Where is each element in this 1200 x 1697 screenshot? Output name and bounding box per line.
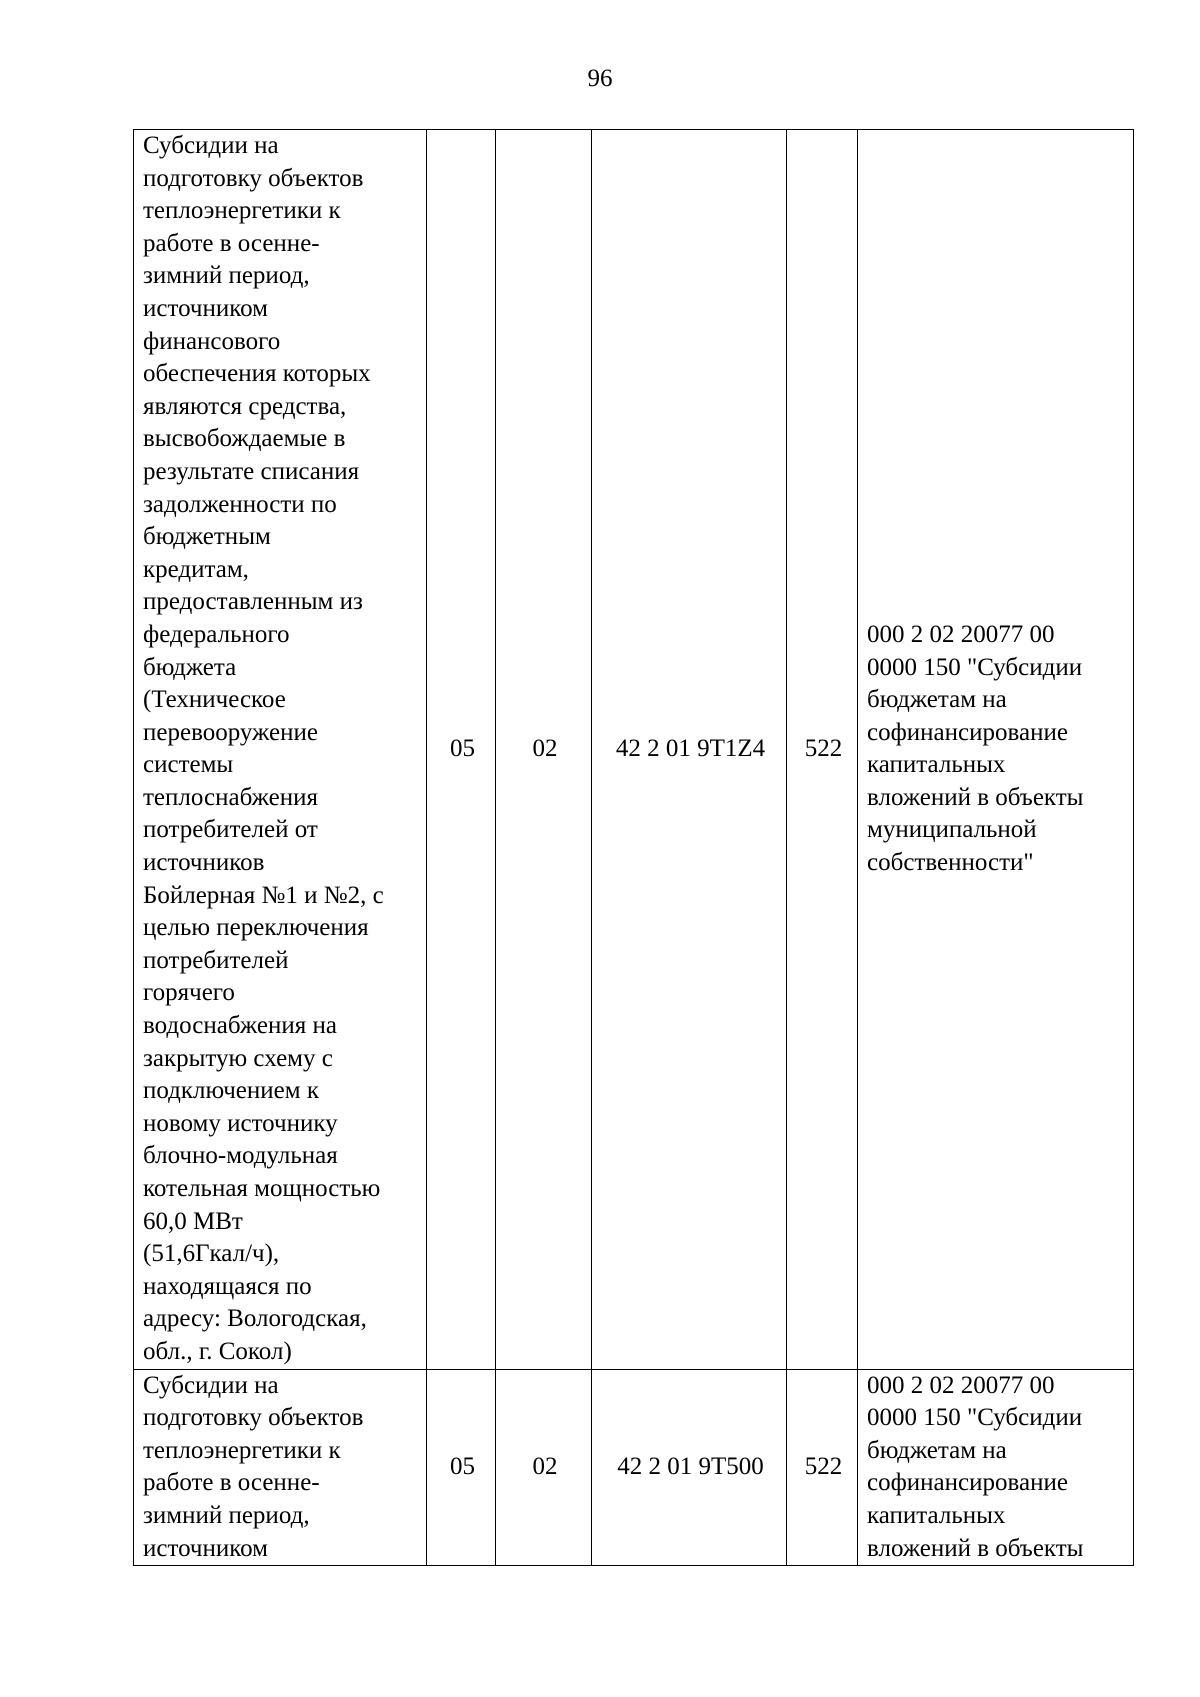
income-code-cell bbox=[858, 130, 1134, 1370]
section-cell: 05 bbox=[427, 130, 496, 1370]
expense-name-cell bbox=[134, 130, 427, 1370]
expense-name: Субсидии на подготовку объектов теплоэнергетики к работе в осенне- зимний период, источником bbox=[143, 1371, 364, 1562]
expense-type-cell: 522 bbox=[787, 1369, 858, 1566]
expense-name: Субсидии на подготовку объектов теплоэнергетики к работе в осенне- зимний период, источником финансового обеспечения которых являются средства, высвобождаемые в результате списания задолженности по бюджетным кредитам, предоставленным из федерального бюджета (Техническое перевооружение системы теплоснабжения потребителей от источников Бойлерная №1 и №2, с целью переключения потребителей горячего водоснабжения на закрытую схему с подключением к новому источнику блочно-модульная котельная мощностью 60,0 МВт (51,6Гкал/ч), находящаяся по адресу: Вологодская, обл., г. Сокол) bbox=[143, 132, 384, 1365]
target-article-cell: 42 2 01 9T1Z4 bbox=[592, 130, 787, 1370]
income-code: 000 2 02 20077 00 0000 150 "Субсидии бюджетам на софинансирование капитальных вложений в объекты муниципальной собственности" bbox=[867, 620, 1084, 877]
page-number: 96 bbox=[587, 65, 613, 92]
table-row bbox=[134, 1369, 1134, 1566]
table-row bbox=[134, 130, 1134, 1370]
section-cell: 05 bbox=[427, 1369, 496, 1566]
income-code: 000 2 02 20077 00 0000 150 "Субсидии бюджетам на софинансирование капитальных вложений в объекты bbox=[867, 1371, 1084, 1562]
target-article-cell: 42 2 01 9T500 bbox=[592, 1369, 787, 1566]
expense-type-cell: 522 bbox=[787, 130, 858, 1370]
budget-table bbox=[133, 129, 1134, 1566]
subsection-cell: 02 bbox=[496, 1369, 592, 1566]
income-code-cell bbox=[858, 1369, 1134, 1566]
expense-name-cell bbox=[134, 1369, 427, 1566]
subsection-cell: 02 bbox=[496, 130, 592, 1370]
